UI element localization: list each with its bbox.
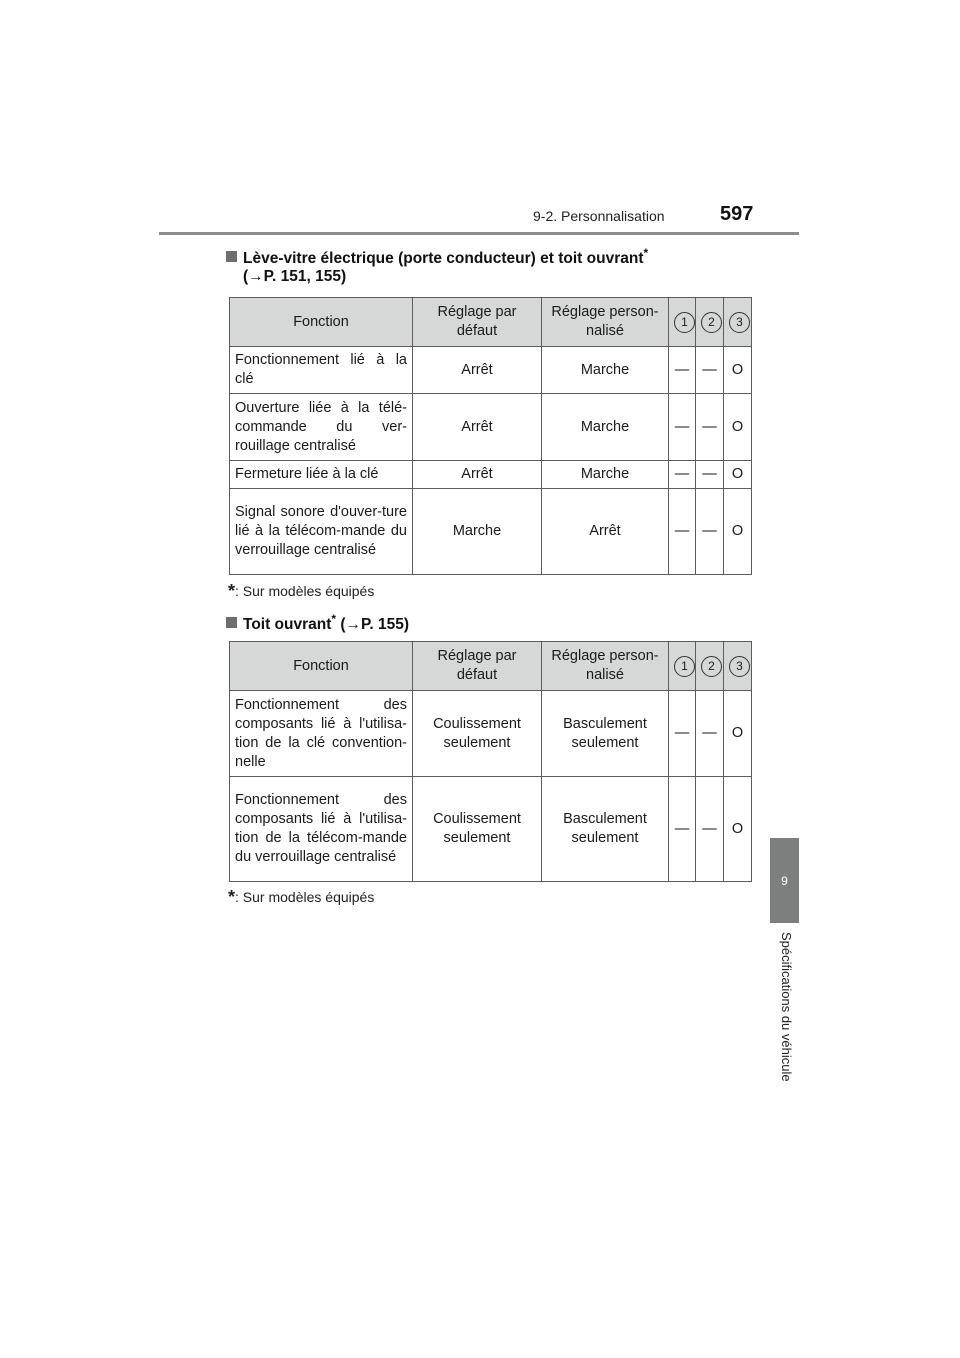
cell-defaut: Marche bbox=[413, 489, 542, 575]
cell-col-2: — bbox=[696, 461, 724, 489]
table-row bbox=[230, 347, 752, 394]
square-bullet-icon bbox=[226, 251, 237, 262]
footnote-marker: * bbox=[331, 612, 337, 626]
section-header: 9-2. Personnalisation bbox=[533, 208, 665, 224]
table-header-row bbox=[230, 642, 752, 691]
cell-defaut: Coulissement seulement bbox=[413, 691, 542, 777]
cell-col-2: — bbox=[696, 691, 724, 777]
section-reference: (→P. 151, 155) bbox=[243, 268, 347, 285]
footnote-star: * bbox=[228, 581, 236, 601]
table-row bbox=[230, 394, 752, 461]
chapter-label: Spécifications du véhicule bbox=[779, 932, 794, 1082]
table-row bbox=[230, 691, 752, 777]
table-header-row bbox=[230, 298, 752, 347]
table-row bbox=[230, 777, 752, 882]
header-col-1 bbox=[669, 298, 696, 347]
circled-1-icon: 1 bbox=[674, 656, 695, 677]
cell-defaut: Arrêt bbox=[413, 461, 542, 489]
header-col-3 bbox=[724, 642, 752, 691]
cell-fonction: Fermeture liée à la clé bbox=[230, 461, 413, 489]
cell-perso: Basculement seulement bbox=[542, 691, 669, 777]
footnote-power-window: *: Sur modèles équipés bbox=[228, 581, 375, 601]
header-defaut: Réglage par défaut bbox=[413, 298, 542, 347]
section-title-power-window: Lève-vitre électrique (porte conducteur) et toit ouvrant* bbox=[226, 242, 648, 270]
cell-defaut: Arrêt bbox=[413, 347, 542, 394]
settings-table-power-window bbox=[229, 297, 752, 575]
cell-defaut: Coulissement seulement bbox=[413, 777, 542, 882]
cell-col-3: O bbox=[724, 461, 752, 489]
chapter-number: 9 bbox=[781, 873, 788, 888]
cell-col-1: — bbox=[669, 489, 696, 575]
cell-fonction: Fonctionnement lié à la clé bbox=[230, 347, 413, 394]
cell-col-3: O bbox=[724, 394, 752, 461]
footnote-star: * bbox=[228, 887, 236, 907]
cell-col-1: — bbox=[669, 394, 696, 461]
section-reference: (→P. 155) bbox=[340, 616, 410, 634]
cell-col-3: O bbox=[724, 347, 752, 394]
cell-col-1: — bbox=[669, 691, 696, 777]
header-fonction: Fonction bbox=[230, 298, 413, 347]
cell-perso: Marche bbox=[542, 394, 669, 461]
cell-fonction: Signal sonore d'ouver-ture lié à la télécom-mande du verrouillage centralisé bbox=[230, 489, 413, 575]
header-perso: Réglage person-nalisé bbox=[542, 642, 669, 691]
cell-col-2: — bbox=[696, 394, 724, 461]
section-title-sunroof: Toit ouvrant* (→P. 155) bbox=[226, 608, 409, 636]
footnote-marker: * bbox=[643, 246, 649, 260]
circled-2-icon: 2 bbox=[701, 656, 722, 677]
header-perso: Réglage person-nalisé bbox=[542, 298, 669, 347]
header-col-1 bbox=[669, 642, 696, 691]
cell-fonction: Fonctionnement des composants lié à l'utilisa-tion de la télécom-mande du verrouillage centralisé bbox=[230, 777, 413, 882]
cell-perso: Basculement seulement bbox=[542, 777, 669, 882]
circled-2-icon: 2 bbox=[701, 312, 722, 333]
circled-3-icon: 3 bbox=[729, 656, 750, 677]
cell-col-3: O bbox=[724, 691, 752, 777]
page-number: 597 bbox=[720, 203, 754, 225]
cell-col-2: — bbox=[696, 489, 724, 575]
cell-col-2: — bbox=[696, 347, 724, 394]
cell-col-1: — bbox=[669, 777, 696, 882]
circled-1-icon: 1 bbox=[674, 312, 695, 333]
cell-col-3: O bbox=[724, 777, 752, 882]
cell-perso: Marche bbox=[542, 461, 669, 489]
footnote-sunroof: *: Sur modèles équipés bbox=[228, 887, 375, 907]
cell-col-3: O bbox=[724, 489, 752, 575]
header-col-2 bbox=[696, 298, 724, 347]
chapter-tab bbox=[770, 838, 799, 923]
circled-3-icon: 3 bbox=[729, 312, 750, 333]
header-col-2 bbox=[696, 642, 724, 691]
table-row bbox=[230, 461, 752, 489]
header-defaut: Réglage par défaut bbox=[413, 642, 542, 691]
cell-col-2: — bbox=[696, 777, 724, 882]
header-fonction: Fonction bbox=[230, 642, 413, 691]
cell-defaut: Arrêt bbox=[413, 394, 542, 461]
settings-table-sunroof bbox=[229, 641, 752, 882]
table-row bbox=[230, 489, 752, 575]
header-col-3 bbox=[724, 298, 752, 347]
header-divider bbox=[159, 232, 799, 235]
cell-fonction: Ouverture liée à la télé-commande du ver-rouillage centralisé bbox=[230, 394, 413, 461]
square-bullet-icon bbox=[226, 617, 237, 628]
cell-fonction: Fonctionnement des composants lié à l'utilisa-tion de la clé convention-nelle bbox=[230, 691, 413, 777]
cell-col-1: — bbox=[669, 347, 696, 394]
cell-perso: Marche bbox=[542, 347, 669, 394]
cell-perso: Arrêt bbox=[542, 489, 669, 575]
cell-col-1: — bbox=[669, 461, 696, 489]
